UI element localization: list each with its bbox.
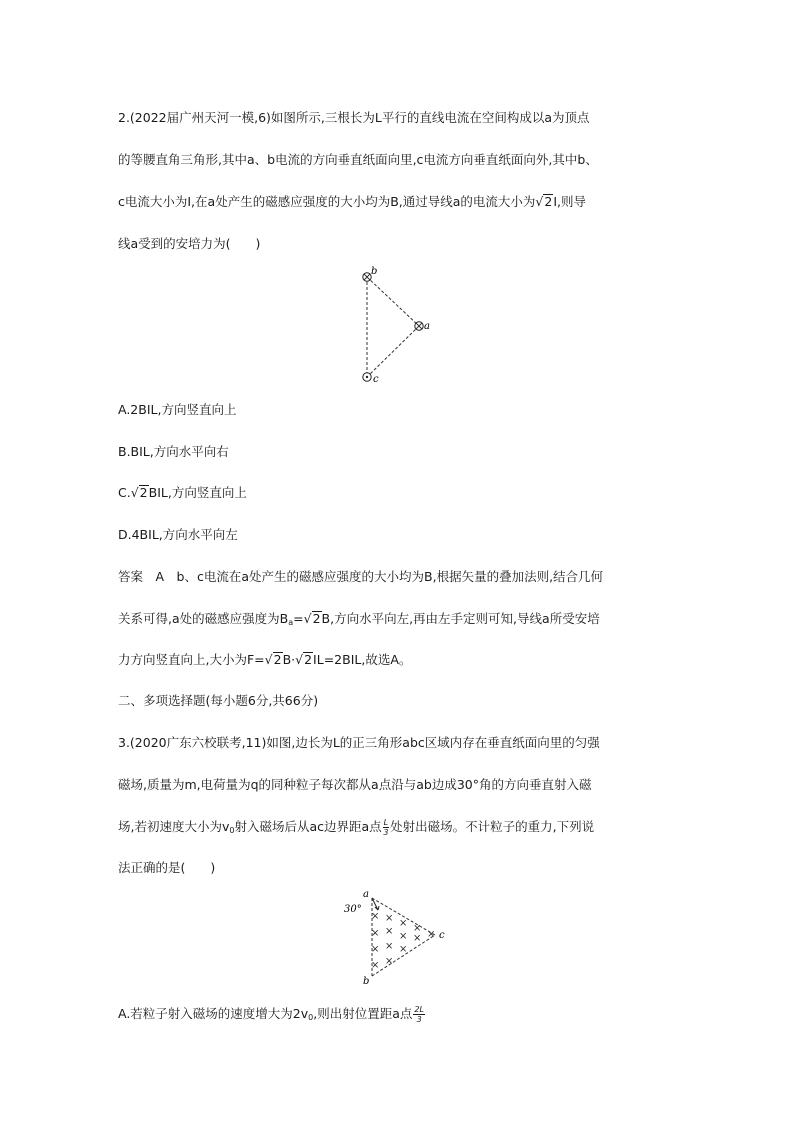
answer-radicand-2: 2: [304, 652, 313, 667]
field-into-page-cross-icons: [371, 911, 435, 971]
label-angle: 30°: [344, 904, 362, 915]
side-ac: [367, 326, 419, 377]
fraction-numerator: 2L: [414, 1005, 424, 1014]
svg-text:×: ×: [427, 929, 436, 940]
svg-text:×: ×: [371, 911, 380, 922]
answer-equals: =: [293, 611, 304, 626]
q2-option-b: B.BIL,方向水平向右: [118, 444, 229, 459]
svg-text:×: ×: [371, 928, 380, 939]
side-ac: [372, 898, 435, 935]
q3-text-mid: 射入磁场后从ac边界距a点: [234, 819, 382, 834]
svg-text:×: ×: [413, 933, 422, 944]
q3-option-a-subscript: 0: [308, 1013, 314, 1022]
fraction-l-over-3: [383, 818, 389, 837]
svg-text:×: ×: [371, 960, 380, 971]
q2-stem-line-3-text: c电流大小为I,在a处产生的磁感应强度的大小均为B,通过导线a的电流大小为: [118, 194, 536, 209]
sqrt-sign: √: [295, 652, 304, 667]
svg-text:×: ×: [413, 923, 422, 934]
sqrt-sign: √: [303, 611, 312, 626]
sqrt-sign: √: [535, 194, 544, 209]
label-a: a: [363, 889, 369, 900]
q3-stem-line-3: [118, 818, 594, 839]
svg-text:×: ×: [399, 944, 408, 955]
fraction-denominator: 3: [383, 828, 389, 837]
fraction-denominator: 3: [416, 1015, 422, 1024]
label-b: b: [363, 976, 370, 987]
q3-stem-line-2: 磁场,质量为m,电荷量为q的同种粒子每次都从a点沿与ab边成30°角的方向垂直射入磁: [118, 777, 592, 792]
q2-option-a: A.2BIL,方向竖直向上: [118, 402, 237, 417]
q2-option-d: D.4BIL,方向水平向左: [118, 527, 238, 542]
q2-option-c-text: BIL,方向竖直向上: [148, 485, 247, 500]
current-into-page-icon-a: [415, 322, 423, 330]
label-a: a: [424, 321, 430, 332]
q2-stem-line-3: [118, 194, 586, 210]
answer-radicand-1: 2: [273, 652, 282, 667]
label-b: b: [371, 266, 378, 277]
q2-option-c-prefix: C.: [118, 485, 131, 500]
answer-text-tail: IL=2BIL,故选A。: [313, 652, 412, 667]
sqrt-sign: √: [130, 485, 139, 500]
q3-magnetic-field-figure: [335, 888, 465, 990]
q2-stem-line-4: 线a受到的安培力为( ): [118, 236, 261, 251]
answer-radicand: 2: [312, 611, 321, 626]
q2-answer-line-2: [118, 611, 600, 631]
answer-text-tail: B,方向水平向左,再由左手定则可知,导线a所受安培: [321, 611, 600, 626]
fraction-2l-over-3: [413, 1005, 425, 1024]
svg-text:×: ×: [385, 913, 394, 924]
q3-stem-line-1: 3.(2020广东六校联考,11)如图,边长为L的正三角形abc区域内存在垂直纸面向里的匀强: [118, 735, 600, 750]
q2-stem-line-3-tail: I,则导: [553, 194, 586, 209]
q2-stem-line-1: 2.(2022届广州天河一模,6)如图所示,三根长为L平行的直线电流在空间构成以a为顶点: [118, 110, 590, 125]
q3-text: 场,若初速度大小为v: [118, 819, 230, 834]
side-ba: [367, 277, 419, 326]
q3-subscript: 0: [229, 826, 235, 835]
current-out-of-page-icon-c: [363, 373, 371, 381]
section-heading: 二、多项选择题(每小题6分,共66分): [118, 693, 319, 708]
q3-option-a: [118, 1005, 426, 1026]
svg-text:×: ×: [399, 918, 408, 929]
sqrt-sign: √: [264, 652, 273, 667]
answer-text-mid: B·: [282, 652, 296, 667]
current-into-page-icon-b: [363, 273, 371, 281]
q3-text-tail: 处射出磁场。不计粒子的重力,下列说: [390, 819, 595, 834]
label-c: c: [439, 930, 445, 941]
svg-text:×: ×: [385, 941, 394, 952]
q3-stem-line-4: 法正确的是( ): [118, 860, 216, 875]
fraction-numerator: L: [383, 818, 389, 827]
answer-text: 力方向竖直向上,大小为F=: [118, 652, 265, 667]
q3-option-a-text: A.若粒子射入磁场的速度增大为2v: [118, 1006, 309, 1021]
q2-answer-line-1: 答案 A b、c电流在a处产生的磁感应强度的大小均为B,根据矢量的叠加法则,结合几何: [118, 569, 604, 584]
svg-text:×: ×: [385, 926, 394, 937]
q2-stem-line-2: 的等腰直角三角形,其中a、b电流的方向垂直纸面向里,c电流方向垂直纸面向外,其中b、: [118, 152, 598, 167]
svg-text:×: ×: [371, 944, 380, 955]
answer-text: 关系可得,a处的磁感应强度为B: [118, 611, 289, 626]
q2-answer-line-3: [118, 652, 411, 668]
svg-text:×: ×: [385, 956, 394, 967]
velocity-arrow: [372, 898, 378, 910]
q2-option-c: [118, 485, 247, 501]
q2-radicand: 2: [544, 194, 553, 209]
svg-text:×: ×: [399, 931, 408, 942]
label-c: c: [373, 374, 379, 385]
answer-subscript: a: [288, 618, 294, 627]
q3-option-a-mid: ,则出射位置距a点: [313, 1006, 413, 1021]
q2-option-c-radicand: 2: [139, 485, 148, 500]
q2-triangle-figure: [355, 262, 440, 387]
